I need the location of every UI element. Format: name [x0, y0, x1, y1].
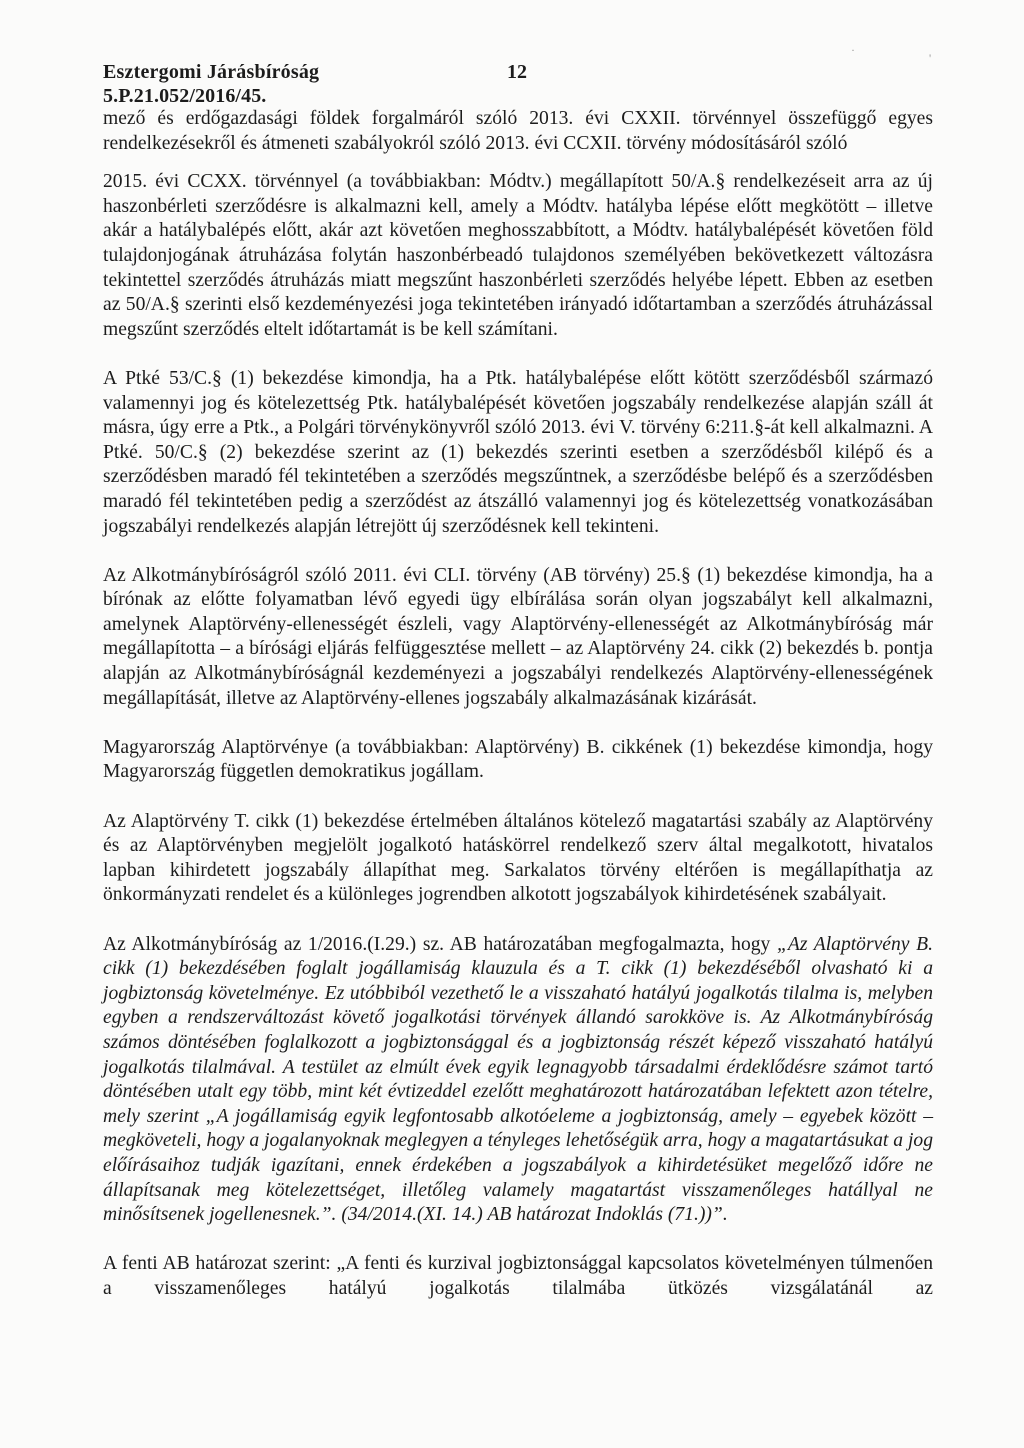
document-body [103, 107, 933, 1302]
paragraph: A fenti AB határozat szerint: „A fenti és kurzival jogbiztonsággal kapcsolatos követelményen túlmenően a visszamenőleges hatályú jogalkotás tilalmába ütközés vizsgálatánál az [103, 1253, 933, 1299]
italic-quote: „Az Alaptörvény B. cikk (1) bekezdésében foglalt jogállamiság klauzula és a T. cikk (1) bekezdéséből olvasható ki a jogbiztonság követelménye. Ez utóbbiból vezethető le a visszaható hatályú jogalkotás tilalma is, melyben egyben a rendszerváltozást követő jogalkotási törvények állandó sarokköve is. Az Alkotmánybíróság számos döntésében foglalkozott a jogbiztonsággal és a jogbiztonság részét képező visszaható hatályú jogalkotás tilalmával. A testület az elmúlt évek egyik legnagyobb társadalmi érdeklődésre számot tartó döntésében utalt egy több, mint két évtizeddel ezelőtt meghatározott határozatában lefektett azon tételre, mely szerint „A jogállamiság egyik legfontosabb alkotóeleme a jogbiztonság, amely – egyebek között – megköveteli, hogy a jogalanyoknak meglegyen a tényleges lehetőségük arra, hogy a magatartásukat a jog előírásaihoz tudják igazítani, ennek érdekében a jogszabályok a kihirdetésüket megelőző időre ne állapítsanak meg kötelezettséget, illetőleg valamely magatartást visszamenőleges hatállyal ne minősítsenek jogellenesnek.”. (34/2014.(XI. 14.) AB határozat Indoklás (71.))”. [103, 933, 933, 1226]
paragraph: Magyarország Alaptörvénye (a továbbiakban: Alaptörvény) B. cikkének (1) bekezdése kimondja, hogy Magyarország független demokratikus jogállam. [103, 736, 933, 783]
page-number: 12 [507, 61, 527, 83]
document-header [103, 60, 933, 108]
paragraph: 2015. évi CCXX. törvénnyel (a továbbiakban: Módtv.) megállapított 50/A.§ rendelkezéseit arra az új haszonbérleti szerződésre is alkalmazni kell, amely a Módtv. hatályba lépése előtt megkötött – illetve akár a hatálybalépés előtt, akár azt követően meghosszabbított, a Módtv. hatálybalépését követően föld tulajdonjogának átruházása folytán haszonbérbeadó tulajdonos személyében bekövetkezett változásra tekintettel szerződés átruházás miatt megszűnt haszonbérleti szerződés helyébe lépett. Ebben az esetben az 50/A.§ szerinti első kezdeményezési joga tekintetében irányadó időtartamban a szerződés átruházással megszűnt szerződés eltelt időtartamát is be kell számítani. [103, 171, 933, 340]
paragraph-continuation: mező és erdőgazdasági földek forgalmáról szóló 2013. évi CXXII. törvénnyel összefüggő egyes rendelkezésekről és átmeneti szabályokról szóló 2013. évi CCXII. törvény módosításáról szóló [103, 108, 933, 154]
court-name: Esztergomi Járásbíróság [103, 61, 320, 83]
paragraph: Az Alkotmánybíróságról szóló 2011. évi CLI. törvény (AB törvény) 25.§ (1) bekezdése kimondja, ha a bírónak az előtte folyamatban lévő egyedi ügy elbírálása során olyan jogszabályt kell alkalmazni, amelynek Alaptörvény-ellenességét észleli, vagy Alaptörvény-ellenességét az Alkotmánybíróság már megállapította – a bírósági eljárás felfüggesztése mellett – az Alaptörvény 24. cikk (2) bekezdés b. pontja alapján az Alkotmánybíróságnál kezdeményezi a jogszabályi rendelkezés Alaptörvény-ellenességének megállapítását, illetve az Alaptörvény-ellenes jogszabály alkalmazásának kizárását. [103, 564, 933, 709]
case-number: 5.P.21.052/2016/45. [103, 85, 267, 107]
scan-artifact: ' [929, 51, 932, 65]
paragraph: Az Alaptörvény T. cikk (1) bekezdése értelmében általános kötelező magatartási szabály az Alaptörvény és az Alaptörvényben megjelölt jogalkotó hatáskörrel rendelkező szerv által megalkotott, hivatalos lapban kihirdetett jogszabály állapíthat meg. Sarkalatos törvény eltérően is megállapíthatja az önkormányzati rendelet és a különleges jogrendben alkotott jogszabályok kihirdetésének szabályait. [103, 810, 933, 906]
scan-artifact: · [851, 43, 855, 57]
paragraph-with-quote [103, 933, 933, 1228]
paragraph: A Ptké 53/C.§ (1) bekezdése kimondja, ha a Ptk. hatálybalépése előtt kötött szerződésből származó valamennyi jog és kötelezettség Ptk. hatálybalépését követően jogszabály rendelkezése alapján száll át másra, úgy erre a Ptk., a Polgári törvénykönyvről szóló 2013. évi V. törvény 6:211.§-át kell alkalmazni. A Ptké. 50/C.§ (2) bekezdése szerint az (1) bekezdés szerinti esetben a szerződésből kilépő és a szerződésben maradó fél tekintetében a szerződés megszűntnek, a szerződésbe belépő és a szerződésben maradó fél tekintetében pedig a szerződést az átszálló valamennyi jog és kötelezettség vonatkozásában jogszabályi rendelkezés alapján létrejött új szerződésnek kell tekinteni. [103, 367, 933, 537]
paragraph-intro: Az Alkotmánybíróság az 1/2016.(I.29.) sz. AB határozatában megfogalmazta, hogy [103, 933, 777, 955]
